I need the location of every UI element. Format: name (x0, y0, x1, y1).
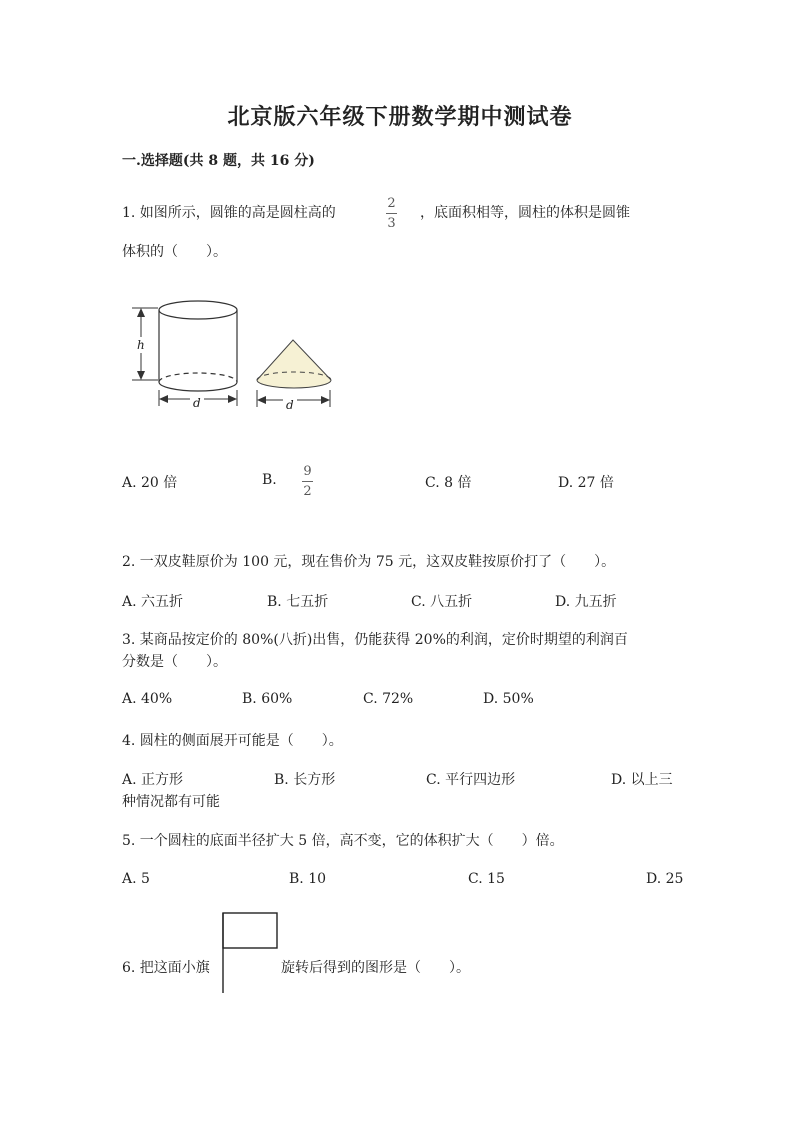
q1-option-d[interactable]: D. 27 倍 (558, 475, 614, 491)
cylinder-cone-figure (120, 290, 350, 420)
q4-option-b[interactable]: B. 长方形 (274, 772, 336, 788)
flag-cloth (223, 913, 277, 948)
q4-option-d[interactable]: D. 以上三 (611, 772, 673, 788)
q3-option-c[interactable]: C. 72% (363, 691, 414, 707)
q3-line2: 分数是（ ）。 (122, 654, 227, 670)
q2-option-a[interactable]: A. 六五折 (122, 594, 184, 610)
q5-option-b[interactable]: B. 10 (289, 871, 327, 887)
q5-option-c[interactable]: C. 15 (468, 871, 505, 887)
cylinder-shape (159, 301, 237, 391)
q1-option-b-bar (302, 481, 313, 482)
q1-option-b-denominator: 2 (303, 484, 312, 499)
q2-text: 2. 一双皮鞋原价为 100 元，现在售价为 75 元，这双皮鞋按原价打了（ ）。 (122, 554, 616, 570)
q4-text: 4. 圆柱的侧面展开可能是（ ）。 (122, 733, 343, 749)
q1-fraction (386, 197, 397, 230)
q1-fraction-denominator: 3 (387, 216, 396, 231)
q1-line1-part2: ，底面积相等，圆柱的体积是圆锥 (420, 205, 630, 221)
page-title: 北京版六年级下册数学期中测试卷 (227, 104, 573, 130)
q3-option-a[interactable]: A. 40% (122, 691, 173, 707)
q1-line1-part1: 1. 如图所示，圆锥的高是圆柱高的 (122, 205, 336, 221)
q1-option-b-fraction (302, 465, 313, 498)
q5-text: 5. 一个圆柱的底面半径扩大 5 倍，高不变，它的体积扩大（ ）倍。 (122, 833, 564, 849)
q1-option-c[interactable]: C. 8 倍 (425, 475, 472, 491)
q3-option-d[interactable]: D. 50% (483, 691, 534, 707)
q5-option-a[interactable]: A. 5 (122, 871, 150, 887)
q2-option-c[interactable]: C. 八五折 (411, 594, 473, 610)
q4-option-a[interactable]: A. 正方形 (122, 772, 184, 788)
cylinder-diameter-label: d (193, 396, 201, 410)
q1-option-a[interactable]: A. 20 倍 (122, 475, 178, 491)
q3-line1: 3. 某商品按定价的 80%(八折)出售，仍能获得 20%的利润，定价时期望的利润百 (122, 632, 628, 648)
q1-option-b-numerator: 9 (303, 464, 312, 479)
q1-option-b[interactable]: B. (262, 472, 277, 488)
q5-option-d[interactable]: D. 25 (646, 871, 684, 887)
height-marker (132, 308, 158, 380)
section-heading: 一.选择题(共 8 题，共 16 分) (122, 153, 315, 169)
cone-shape (257, 340, 331, 388)
q6-text-part2: 旋转后得到的图形是（ ）。 (281, 960, 470, 976)
q1-fraction-numerator: 2 (387, 196, 396, 211)
q1-fraction-bar (386, 213, 397, 214)
q3-option-b[interactable]: B. 60% (242, 691, 293, 707)
q2-option-d[interactable]: D. 九五折 (555, 594, 617, 610)
q4-option-c[interactable]: C. 平行四边形 (426, 772, 516, 788)
flag-figure (220, 912, 280, 994)
q1-line2: 体积的（ ）。 (122, 244, 227, 260)
height-label: h (137, 338, 145, 352)
q2-option-b[interactable]: B. 七五折 (267, 594, 329, 610)
q4-option-d-continued: 种情况都有可能 (122, 794, 220, 810)
q6-text-part1: 6. 把这面小旗 (122, 960, 210, 976)
cone-diameter-label: d (286, 398, 294, 412)
